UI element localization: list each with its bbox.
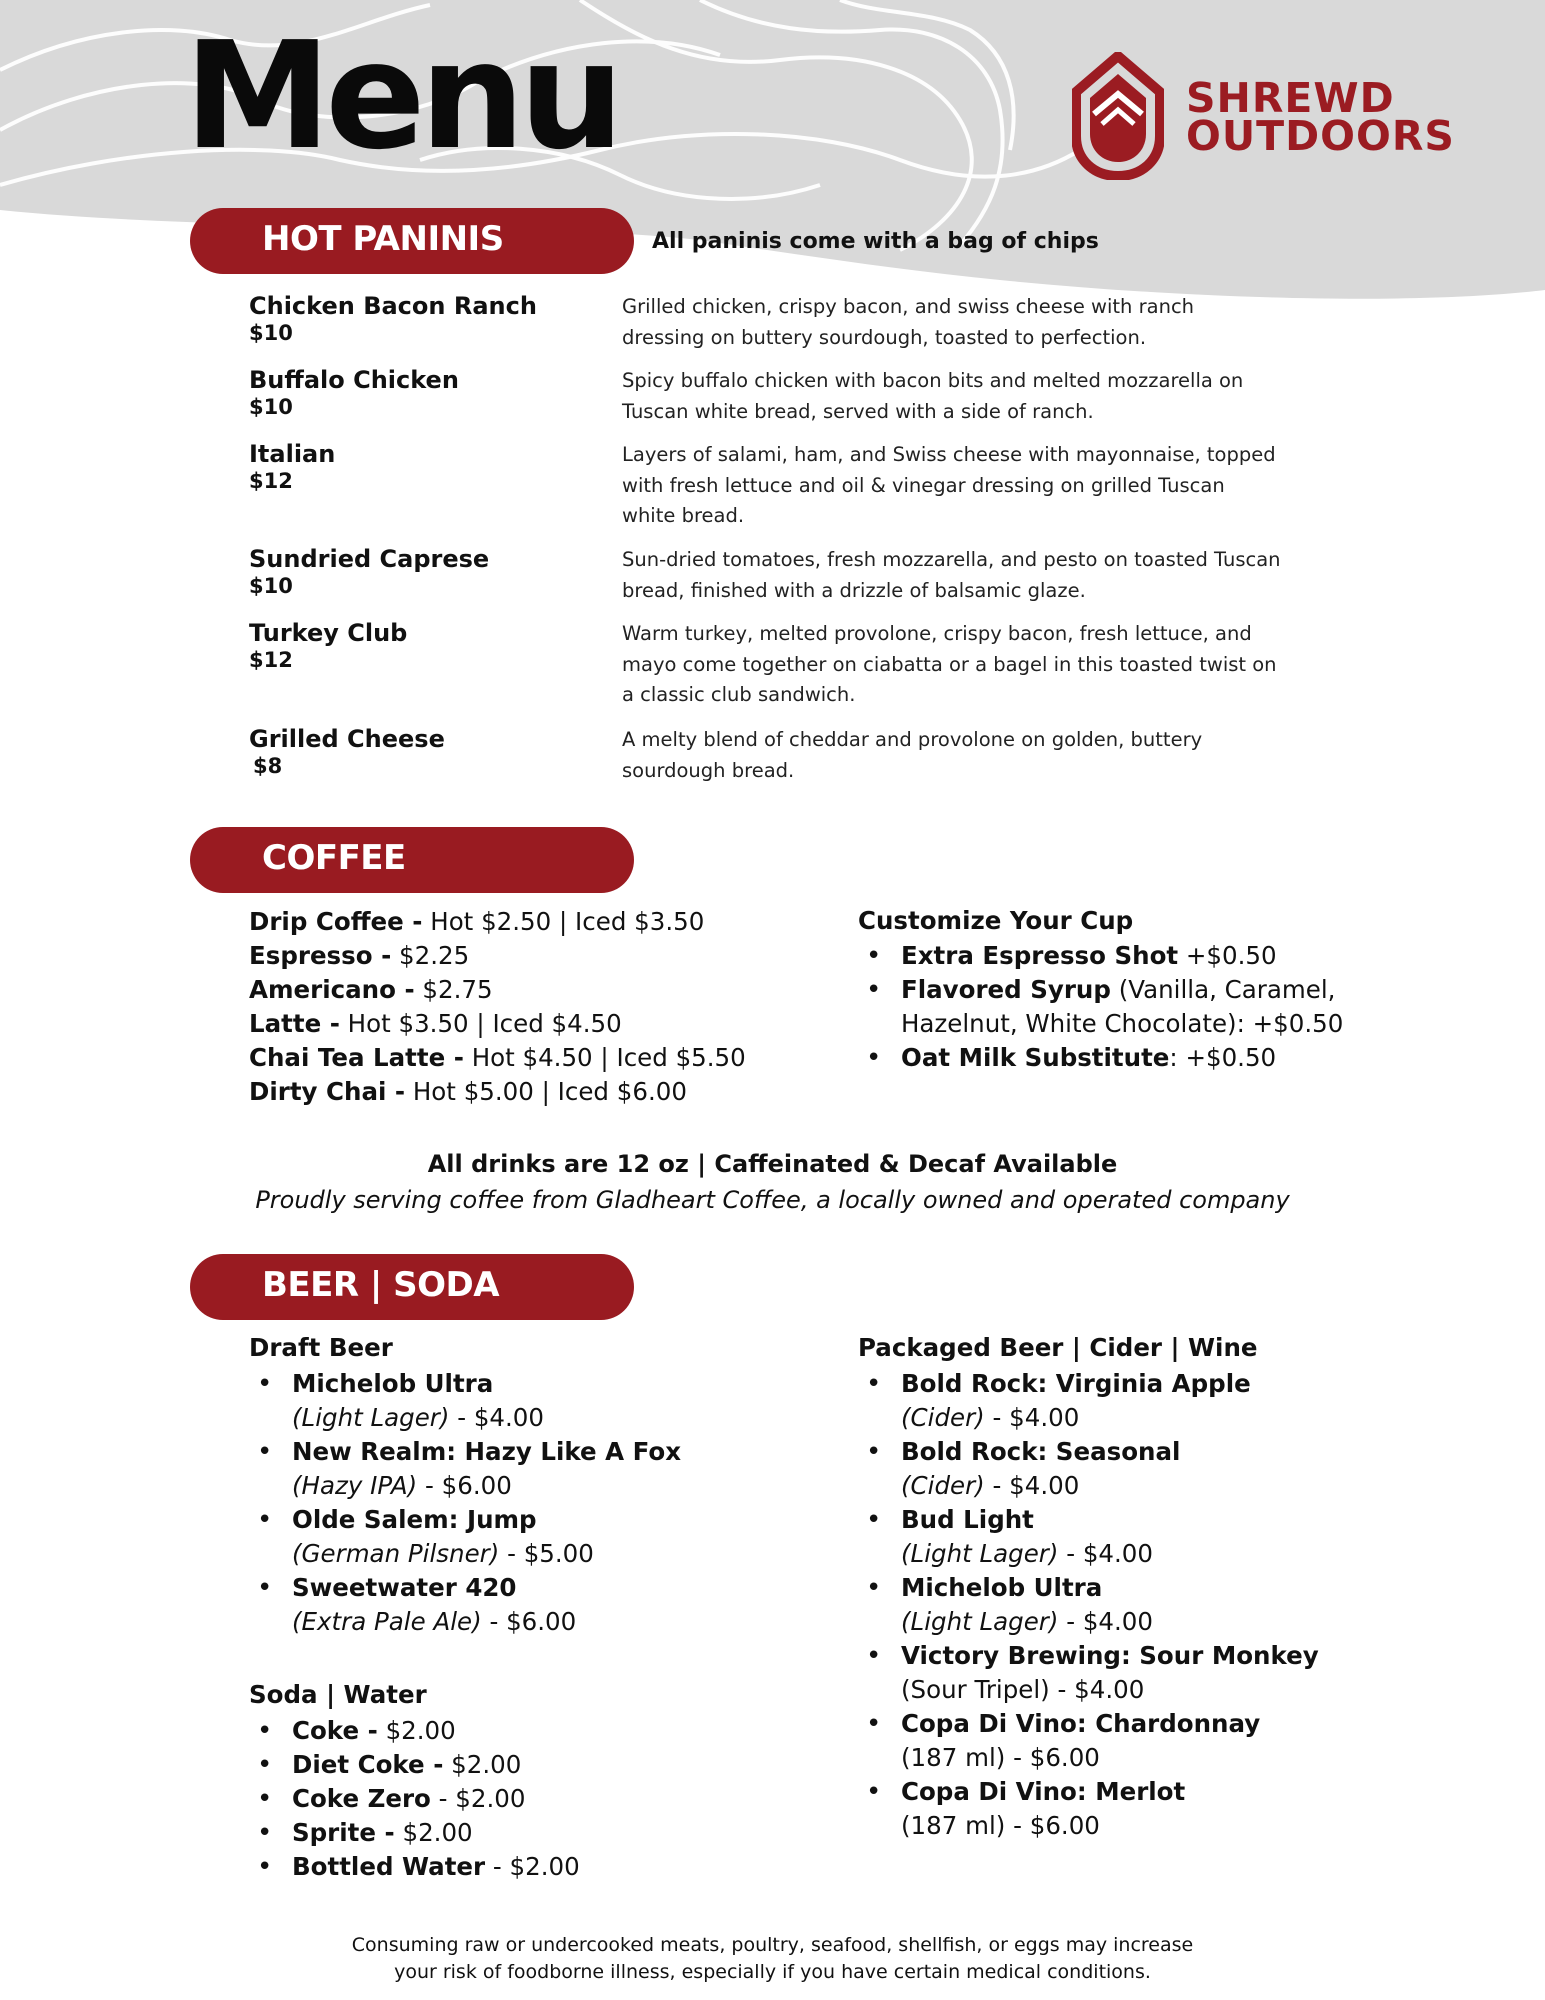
menu-item-name: Italian [249,440,336,468]
coffee-item: Dirty Chai - Hot $5.00 | Iced $6.00 [249,1077,687,1106]
menu-item-name: Buffalo Chicken [249,366,459,394]
list-item: • Olde Salem: Jump (German Pilsner) - $5.00 [249,1503,809,1571]
menu-item-name: Sundried Caprese [249,545,490,573]
menu-item-price: $10 [249,321,293,345]
section-title: HOT PANINIS [262,219,504,259]
section-title: BEER | SODA [262,1265,500,1305]
list-item: • Michelob Ultra (Light Lager) - $4.00 [858,1571,1418,1639]
section-header-paninis [190,208,634,274]
coffee-item: Americano - $2.75 [249,975,493,1004]
menu-item-description: Warm turkey, melted provolone, crispy bacon, fresh lettuce, and mayo come together on ciabatta or a bagel in this toasted twist on a classic club sandwich. [622,622,1277,706]
list-item: • Sweetwater 420 (Extra Pale Ale) - $6.00 [249,1571,809,1639]
menu-item-price: $8 [253,754,283,778]
food-safety-disclaimer [0,1932,1545,1986]
list-item: • Copa Di Vino: Merlot (187 ml) - $6.00 [858,1775,1418,1843]
soda-list [249,1714,749,1884]
list-item: • Extra Espresso Shot +$0.50 [858,939,1358,973]
draft-beer-title: Draft Beer [249,1333,393,1362]
list-item: • New Realm: Hazy Like A Fox (Hazy IPA) - $6.00 [249,1435,809,1503]
disclaimer-line: your risk of foodborne illness, especially if you have certain medical conditions. [394,1961,1151,1983]
soda-water-title: Soda | Water [249,1680,427,1709]
customize-title: Customize Your Cup [858,906,1134,935]
menu-item-name: Chicken Bacon Ranch [249,292,537,320]
draft-beer-list [249,1367,809,1639]
menu-item-description: Grilled chicken, crispy bacon, and swiss cheese with ranch dressing on buttery sourdough, toasted to perfection. [622,295,1195,349]
list-item: • Bud Light (Light Lager) - $4.00 [858,1503,1418,1571]
menu-item-description: A melty blend of cheddar and provolone on golden, buttery sourdough bread. [622,728,1203,782]
menu-item-description: Sun-dried tomatoes, fresh mozzarella, and pesto on toasted Tuscan bread, finished with a drizzle of balsamic glaze. [622,548,1281,602]
coffee-item: Chai Tea Latte - Hot $4.50 | Iced $5.50 [249,1043,746,1072]
shrewd-outdoors-logo [1072,52,1472,182]
section-header-coffee [190,827,634,893]
menu-item-name: Grilled Cheese [249,725,445,753]
section-title: COFFEE [262,838,406,878]
menu-item-price: $10 [249,574,293,598]
customize-list [858,939,1358,1075]
menu-item-price: $12 [249,648,293,672]
list-item: • Coke Zero - $2.00 [249,1782,749,1816]
menu-item-price: $12 [249,469,293,493]
list-item: • Flavored Syrup (Vanilla, Caramel, Hazelnut, White Chocolate): +$0.50 [858,973,1358,1041]
list-item: • Bold Rock: Virginia Apple (Cider) - $4.00 [858,1367,1418,1435]
paninis-note: All paninis come with a bag of chips [652,229,1099,254]
list-item: • Bottled Water - $2.00 [249,1850,749,1884]
coffee-source-note: Proudly serving coffee from Gladheart Coffee, a locally owned and operated company [255,1186,1290,1214]
disclaimer-line: Consuming raw or undercooked meats, poultry, seafood, shellfish, or eggs may increase [351,1934,1194,1956]
list-item: • Oat Milk Substitute: +$0.50 [858,1041,1358,1075]
list-item: • Coke - $2.00 [249,1714,749,1748]
menu-item-description: Layers of salami, ham, and Swiss cheese with mayonnaise, topped with fresh lettuce and oil & vinegar dressing on grilled Tuscan white bread. [622,443,1276,527]
list-item: • Diet Coke - $2.00 [249,1748,749,1782]
coffee-item: Espresso - $2.25 [249,941,470,970]
coffee-item: Drip Coffee - Hot $2.50 | Iced $3.50 [249,907,705,936]
menu-item-price: $10 [249,395,293,419]
list-item: • Victory Brewing: Sour Monkey (Sour Tripel) - $4.00 [858,1639,1418,1707]
list-item: • Michelob Ultra (Light Lager) - $4.00 [249,1367,809,1435]
menu-item-name: Turkey Club [249,619,408,647]
drinks-note: All drinks are 12 oz | Caffeinated & Decaf Available [427,1150,1118,1178]
coffee-drinks-list [249,905,746,1109]
logo-mark-icon [1072,52,1164,180]
list-item: • Sprite - $2.00 [249,1816,749,1850]
logo-text-shrewd: SHREWD [1186,74,1395,122]
list-item: • Copa Di Vino: Chardonnay (187 ml) - $6.00 [858,1707,1418,1775]
section-header-beer-soda [190,1254,634,1320]
list-item: • Bold Rock: Seasonal (Cider) - $4.00 [858,1435,1418,1503]
logo-text-outdoors: OUTDOORS [1186,112,1455,160]
page-title: Menu [184,10,619,182]
packaged-title: Packaged Beer | Cider | Wine [858,1333,1258,1362]
packaged-list [858,1367,1418,1843]
menu-item-description: Spicy buffalo chicken with bacon bits and melted mozzarella on Tuscan white bread, served with a side of ranch. [622,369,1244,423]
coffee-item: Latte - Hot $3.50 | Iced $4.50 [249,1009,622,1038]
